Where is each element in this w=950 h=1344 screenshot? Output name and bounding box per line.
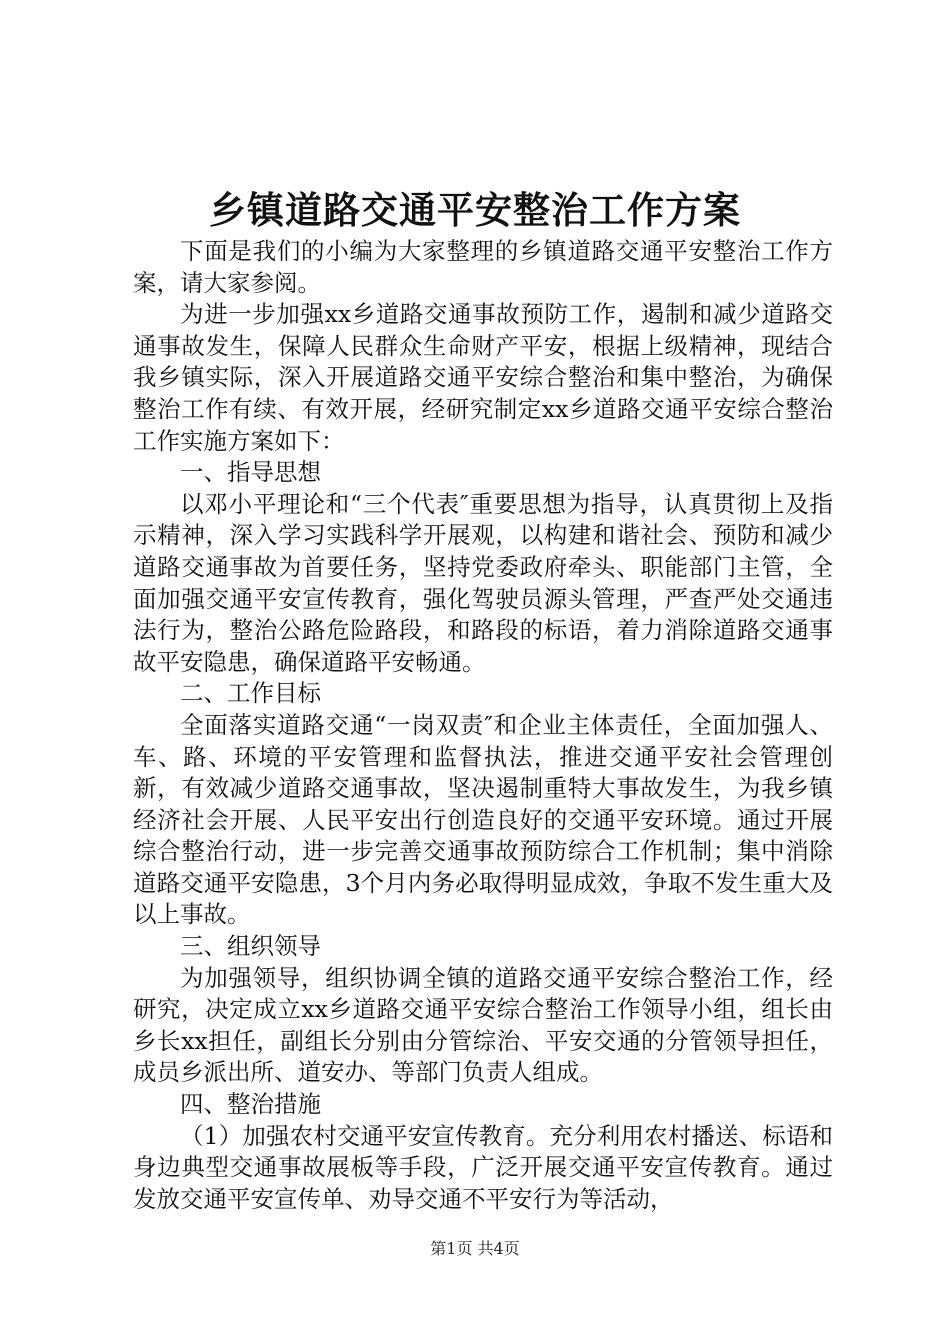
intro-paragraph: 下面是我们的小编为大家整理的乡镇道路交通平安整治工作方案，请大家参阅。 — [133, 237, 833, 297]
section-heading-organization: 三、组织领导 — [180, 932, 321, 961]
measures-paragraph: （1）加强农村交通平安宣传教育。充分利用农村播送、标语和身边典型交通事故展板等手段，广泛开展交通平安宣传教育。通过发放交通平安宣传单、劝导交通不平安行为等活动， — [133, 1121, 833, 1213]
document-title: 乡镇道路交通平安整治工作方案 — [209, 188, 741, 232]
background-paragraph: 为进一步加强xx乡道路交通事故预防工作，遏制和减少道路交通事故发生，保障人民群众生命财产平安，根据上级精神，现结合我乡镇实际，深入开展道路交通平安综合整治和集中整治，为确保整治工作有续、有效开展，经研究制定xx乡道路交通平安综合整治工作实施方案如下： — [133, 300, 833, 455]
organization-paragraph: 为加强领导，组织协调全镇的道路交通平安综合整治工作，经研究，决定成立xx乡道路交通平安综合整治工作领导小组，组长由乡长xx担任，副组长分别由分管综治、平安交通的分管领导担任，成员乡派出所、道安办、等部门负责人组成。 — [133, 963, 833, 1087]
section-heading-guiding-ideology: 一、指导思想 — [180, 458, 321, 487]
guiding-ideology-paragraph: 以邓小平理论和“三个代表″重要思想为指导，认真贯彻上及指示精神，深入学习实践科学开展观，以构建和谐社会、预防和减少道路交通事故为首要任务，坚持党委政府牵头、职能部门主管，全面加强交通平安宣传教育，强化驾驶员源头管理，严查严处交通违法行为，整治公路危险路段，和路段的标语，着力消除道路交通事故平安隐患，确保道路平安畅通。 — [133, 489, 833, 676]
work-goals-paragraph: 全面落实道路交通“一岗双责″和企业主体责任，全面加强人、车、路、环境的平安管理和监督执法，推进交通平安社会管理创新，有效减少道路交通事故，坚决遏制重特大事故发生，为我乡镇经济社会开展、人民平安出行创造良好的交通平安环境。通过开展综合整治行动，进一步完善交通事故预防综合工作机制；集中消除道路交通平安隐患，3个月内务必取得明显成效，争取不发生重大及以上事故。 — [133, 710, 833, 929]
page-footer: 第1页 共4页 — [430, 1239, 520, 1258]
document-body — [133, 236, 833, 1215]
section-heading-measures: 四、整治措施 — [180, 1090, 321, 1119]
section-heading-work-goals: 二、工作目标 — [180, 679, 321, 708]
